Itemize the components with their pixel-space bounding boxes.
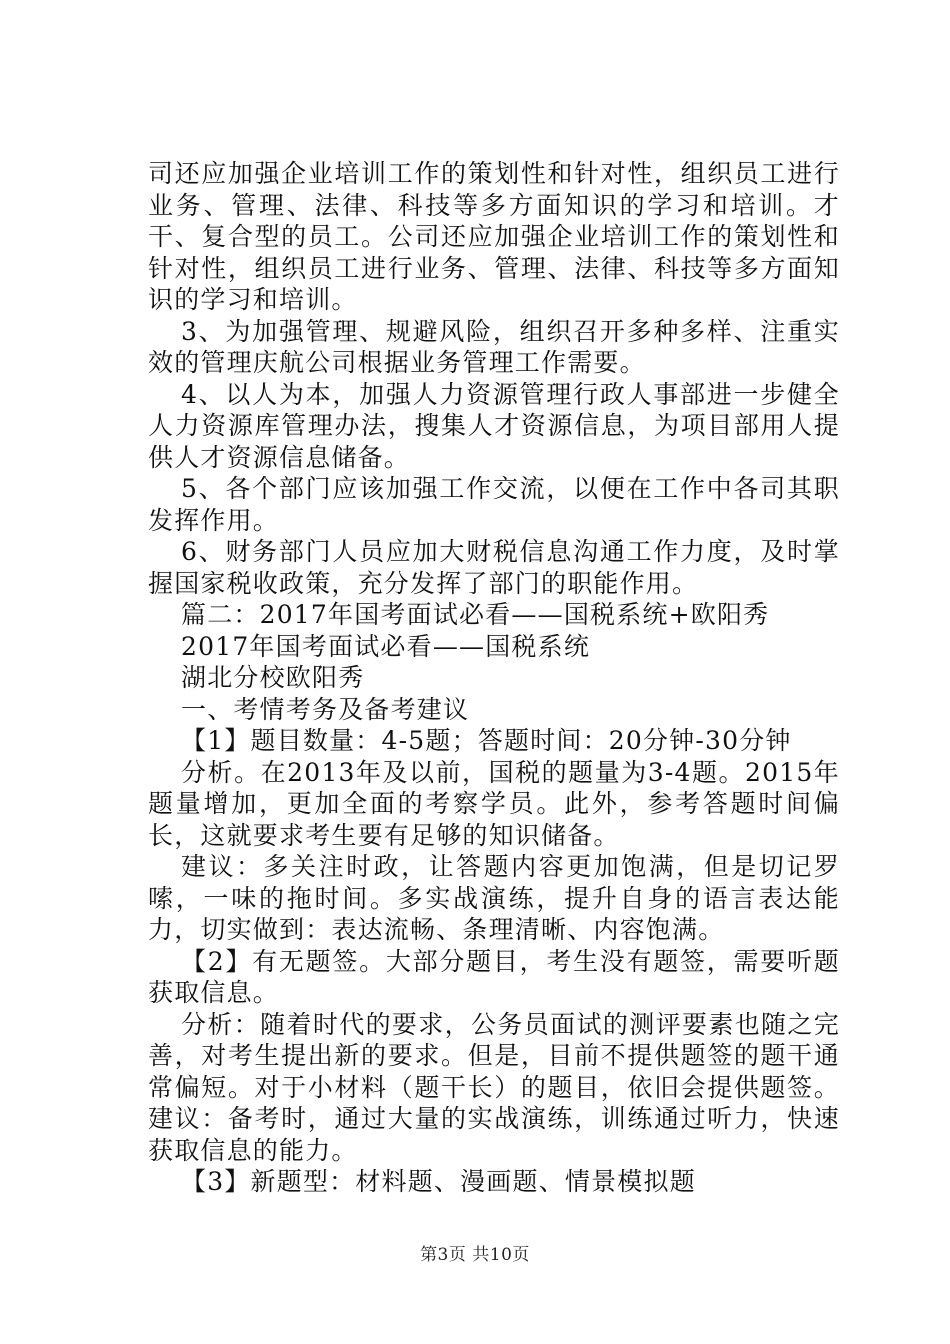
paragraph-1: 司还应加强企业培训工作的策划性和针对性，组织员工进行业务、管理、法律、科技等多方面知识的学习和培训。才干、复合型的员工。公司还应加强企业培训工作的策划性和针对性，组织员工进行业务、管理、法律、科技等多方面知识的学习和培训。 xyxy=(148,159,840,314)
section-heading-part-two: 篇二：2017年国考面试必看——国税系统+欧阳秀 xyxy=(181,600,770,629)
item-1-analysis: 分析。在2013年及以前，国税的题量为3-4题。2015年题量增加，更加全面的考察学员。此外，参考答题时间偏长，这就要求考生要有足够的知识储备。 xyxy=(148,757,840,850)
item-3-heading: 【3】新题型：材料题、漫画题、情景模拟题 xyxy=(181,1167,696,1196)
item-1-suggestion: 建议：多关注时政，让答题内容更加饱满，但是切记罗嗦，一味的拖时间。多实战演练，提升自身的语言表达能力，切实做到：表达流畅、条理清晰、内容饱满。 xyxy=(148,852,840,944)
author-line: 湖北分校欧阳秀 xyxy=(181,663,365,692)
paragraph-3: 4、以人为本，加强人力资源管理行政人事部进一步健全人力资源库管理办法，搜集人才资源信息，为项目部用人提供人才资源信息储备。 xyxy=(148,379,840,472)
paragraph-5: 6、财务部门人员应加大财税信息沟通工作力度，及时掌握国家税收政策，充分发挥了部门的职能作用。 xyxy=(148,537,840,598)
item-2-analysis: 分析：随着时代的要求，公务员面试的测评要素也随之完善，对考生提出新的要求。但是，目前不提供题签的题干通常偏短。对于小材料（题干长）的题目，依旧会提供题签。建议：备考时，通过大量的实战演练，训练通过听力，快速获取信息的能力。 xyxy=(148,1009,840,1165)
paragraph-2: 3、为加强管理、规避风险，组织召开多种多样、注重实效的管理庆航公司根据业务管理工作需要。 xyxy=(148,316,840,377)
section-heading-one: 一、考情考务及备考建议 xyxy=(181,694,470,724)
paragraph-4: 5、各个部门应该加强工作交流，以便在工作中各司其职发挥作用。 xyxy=(148,474,840,535)
document-title: 2017年国考面试必看——国税系统 xyxy=(181,631,591,661)
item-2-heading: 【2】有无题签。大部分题目，考生没有题签，需要听题获取信息。 xyxy=(148,946,840,1007)
item-1-heading: 【1】题目数量：4-5题；答题时间：20分钟-30分钟 xyxy=(181,726,792,755)
page-number: 第3页 共10页 xyxy=(420,1245,530,1265)
document-body xyxy=(148,158,840,1198)
